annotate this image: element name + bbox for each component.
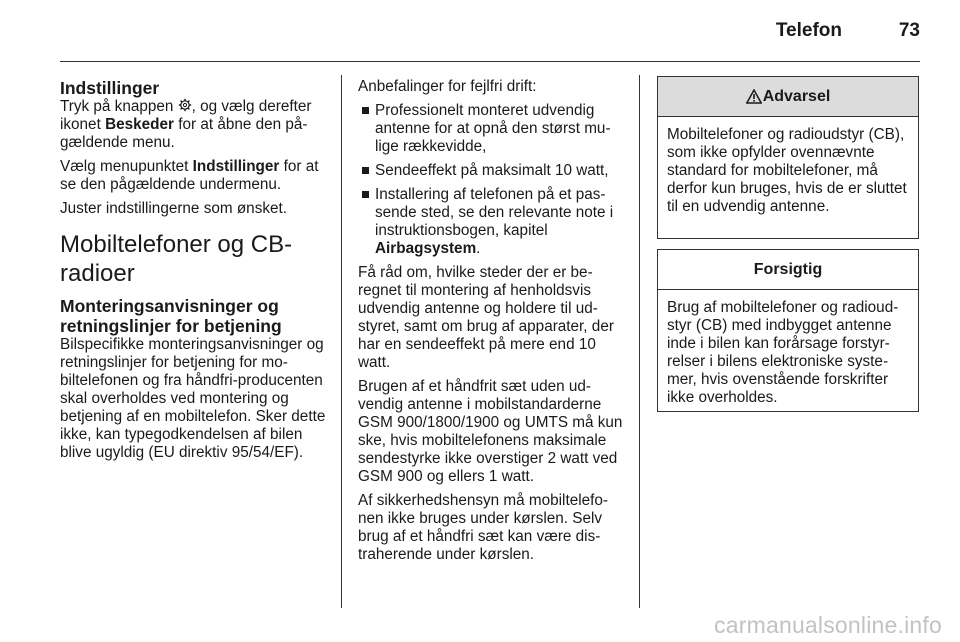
list-item [358,186,626,258]
handsfree-paragraph: Brugen af et håndfrit sæt uden udvendig antenne i mobilstandarderne GSM 900/1800/1900 og UMTS må kun ske, hvis mobiltelefonens maksimale sendestyrke ikke overstiger 2 watt ved GSM 900 og ellers 1 watt. [358,378,623,485]
gear-icon [178,98,192,112]
column-divider-2 [639,75,640,608]
list-item-text: Sendeeffekt på maksimalt 10 watt, [375,162,609,179]
caution-title: Forsigtig [753,260,823,278]
text-run: Vælg menupunktet [60,158,193,175]
advice-paragraph: Få råd om, hvilke steder der er beregnet til montering af henholdsvis udvendig antenne og holdere til udstyret, samt om brug af apparater, der har en sendeeffekt på mere end 10 watt. [358,264,614,371]
column-middle [358,78,626,570]
column-divider-1 [341,75,342,608]
warning-box [657,76,919,239]
page-header [60,0,920,62]
bold-term-beskeder: Beskeder [105,116,174,133]
bold-term-airbagsystem: Airbagsystem [375,240,477,257]
bold-term-indstillinger: Indstillinger [192,158,280,175]
warning-header [658,77,918,117]
recommendations-list [358,102,626,258]
text-run: Tryk på knappen [60,98,178,115]
list-item-text: Professionelt monteret udvendig antenne for at opnå den størst mulige rækkevidde, [375,102,611,155]
bullet-square-icon [362,191,369,198]
page-title: Telefon [775,20,842,41]
list-item [358,102,626,156]
settings-paragraph-1 [60,98,328,152]
column-left [60,78,328,468]
bullet-square-icon [362,167,369,174]
recommendations-intro: Anbefalinger for fejlfri drift: [358,78,537,95]
watermark: carmanualsonline.info [714,612,942,638]
list-item-text: Installering af telefonen på et passende sted, se den relevante note i instruktionsbogen, kapitel [375,186,614,239]
settings-heading: Indstillinger [60,78,160,98]
caution-body: Brug af mobiltelefoner og radioudstyr (CB) med indbygget antenne inde i bilen kan forårsage forstyrrelser i bilens elektroniske systemer, hvis ovenstående forskrifter ikke overholdes. [667,299,899,406]
text-run: for at åbne den pågældende menu. [60,116,308,151]
bullet-square-icon [362,107,369,114]
text-run: , og vælg derefter ikonet [60,98,312,133]
settings-paragraph-2 [60,158,328,194]
installation-paragraph: Bilspecifikke monteringsanvisninger og retningslinjer for betjening for mobiltelefonen og fra håndfri-producenten skal overholdes ved montering og betjening af en mobiltelefon. Sker dette ikke, kan typegodkendelsen af bilen blive ugyldig (EU direktiv 95/54/EF). [60,336,326,461]
warning-body: Mobiltelefoner og radioudstyr (CB), som ikke opfylder ovennævnte standard for mobiltelefoner, må derfor kun bruges, hvis de er sluttet til en udvendig antenne. [667,126,907,215]
settings-paragraph-3: Juster indstillingerne som ønsket. [60,200,287,217]
list-item [358,162,626,180]
list-item-text: . [476,240,481,257]
text-run: for at se den pågældende undermenu. [60,158,319,193]
warning-title: Advarsel [762,87,831,105]
section-heading: Mobiltelefoner og CB-radioer [60,231,293,287]
warning-triangle-icon [746,89,762,104]
safety-paragraph: Af sikkerhedshensyn må mobiltelefonen ikke bruges under kørslen. Selv brug af et håndfri sæt kan være distraherende under kørslen. [358,492,608,563]
caution-box [657,249,919,412]
caution-header [658,250,918,290]
subsection-heading: Monteringsanvisninger og retningslinjer for betjening [60,296,282,336]
page-number: 73 [898,20,920,41]
